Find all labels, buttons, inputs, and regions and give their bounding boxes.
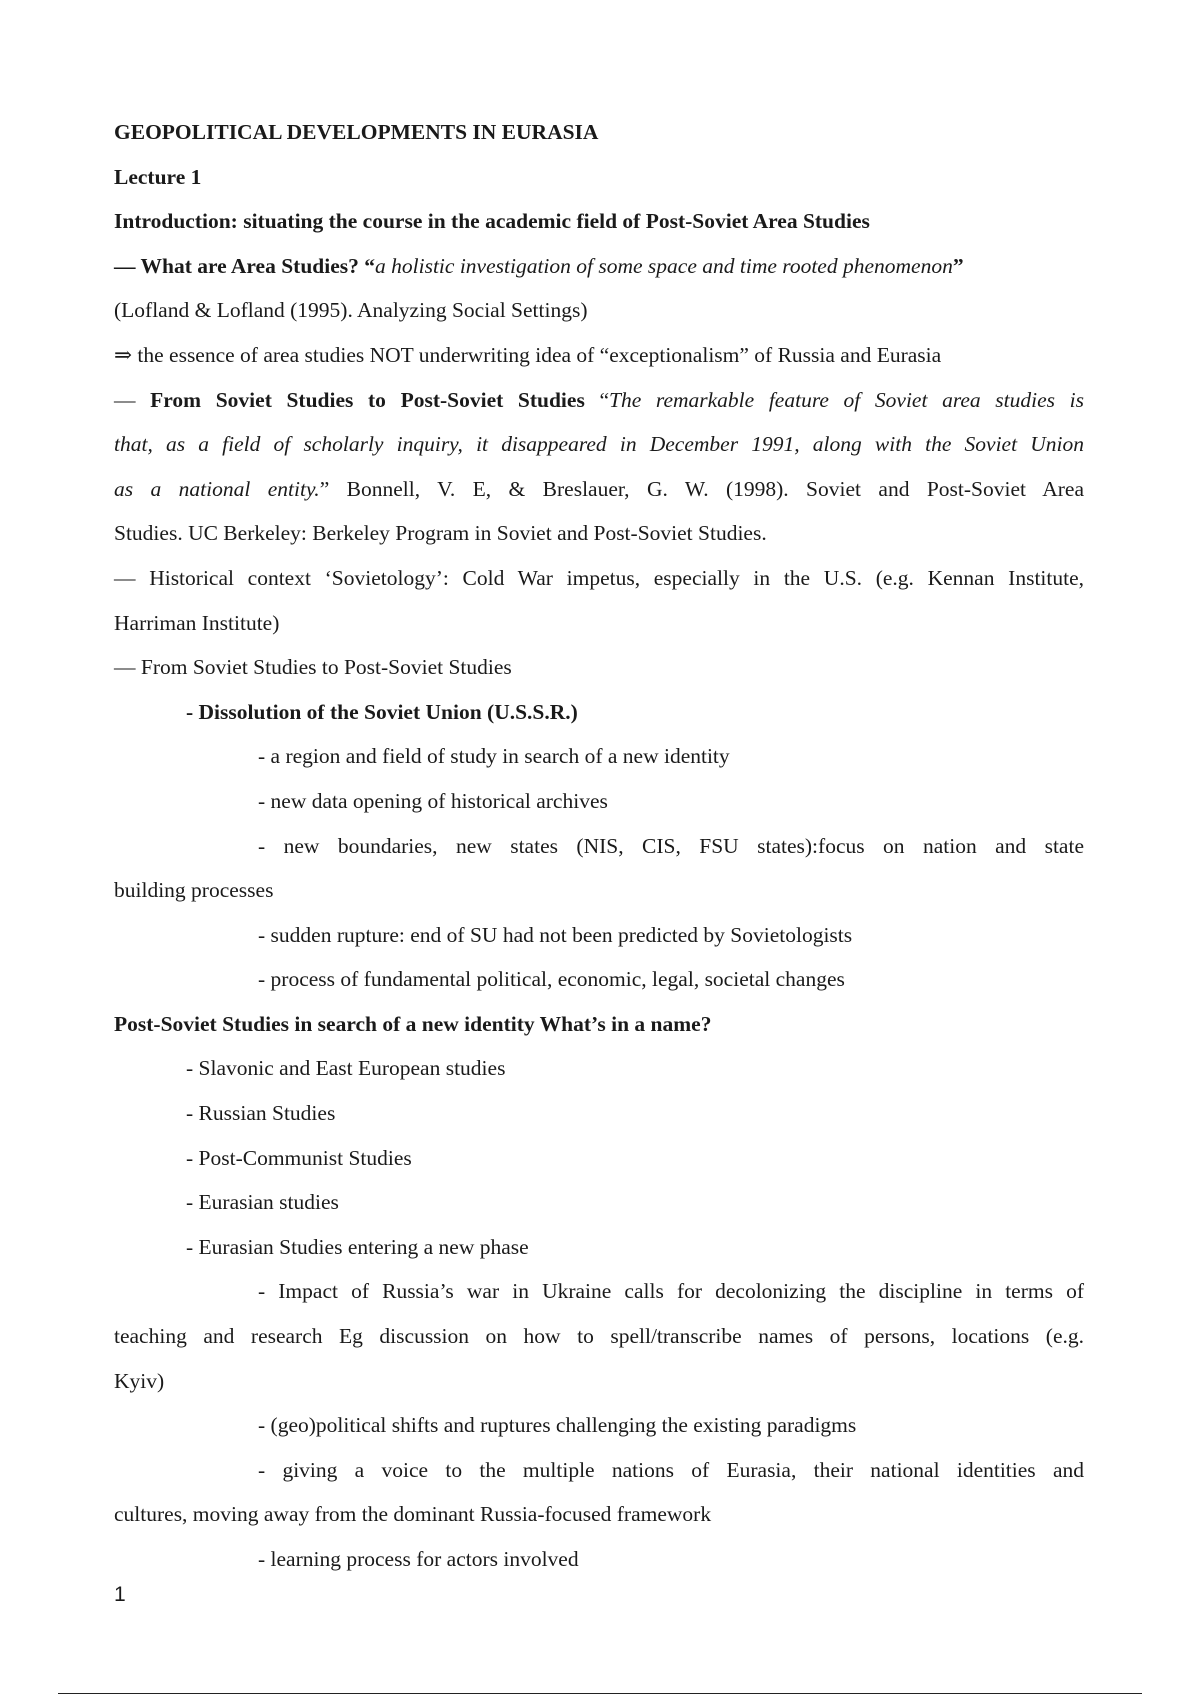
- area-studies-question: [114, 244, 1084, 289]
- soviet-studies-citation-end: Studies. UC Berkeley: Berkeley Program in Soviet and Post-Soviet Studies.: [114, 521, 767, 546]
- dissolution-item-1: - a region and field of study in search of a new identity: [258, 744, 730, 769]
- new-phase-item-4: - learning process for actors involved: [258, 1547, 579, 1571]
- sovietology-context-1: — Historical context ‘Sovietology’: Cold War impetus, especially in the U.S. (e.g. Kennan Institute,: [114, 565, 1084, 590]
- dissolution-item-2: - new data opening of historical archives: [258, 788, 608, 813]
- soviet-to-post-soviet: — From Soviet Studies to Post-Soviet Studies: [114, 655, 512, 680]
- page-number: 1: [114, 1583, 126, 1606]
- new-phase-item-3: - giving a voice to the multiple nations of Eurasia, their national identities and: [258, 1457, 1084, 1482]
- footer-divider: [58, 1693, 1142, 1694]
- document-title: GEOPOLITICAL DEVELOPMENTS IN EURASIA: [114, 120, 599, 144]
- soviet-studies-open-quote: “: [584, 387, 609, 412]
- dissolution-item-3: - new boundaries, new states (NIS, CIS, FSU states):focus on nation and state: [258, 833, 1084, 858]
- name-item-1: - Slavonic and East European studies: [186, 1056, 506, 1081]
- lecture-label: Lecture 1: [114, 164, 202, 189]
- intro-heading: Introduction: situating the course in the academic field of Post-Soviet Area Studies: [114, 209, 870, 234]
- area-studies-lead: — What are Area Studies? “: [114, 253, 376, 278]
- name-item-3: - Post-Communist Studies: [186, 1145, 412, 1170]
- sovietology-context-2: Harriman Institute): [114, 610, 280, 635]
- area-studies-quote: a holistic investigation of some space and time rooted phenomenon: [375, 253, 953, 278]
- dissolution-heading: - Dissolution of the Soviet Union (U.S.S.R.): [186, 699, 578, 724]
- new-phase-item-3-cont: cultures, moving away from the dominant Russia-focused framework: [114, 1502, 712, 1527]
- new-phase-item-1-cont: teaching and research Eg discussion on how to spell/transcribe names of persons, locations (e.g.: [114, 1324, 1084, 1349]
- soviet-studies-line-1: [114, 378, 1084, 423]
- dissolution-item-3-cont: building processes: [114, 878, 274, 903]
- area-studies-citation: (Lofland & Lofland (1995). Analyzing Social Settings): [114, 298, 588, 323]
- soviet-studies-heading: From Soviet Studies to Post-Soviet Studies: [150, 387, 585, 412]
- new-phase-item-1-end: Kyiv): [114, 1368, 165, 1393]
- dissolution-item-5: - process of fundamental political, economic, legal, societal changes: [258, 967, 845, 992]
- exceptionalism-line: [114, 333, 1084, 378]
- soviet-studies-quote-2: that, as a field of scholarly inquiry, it disappeared in December 1991, along with the Soviet Union: [114, 432, 1084, 457]
- soviet-studies-citation: ” Bonnell, V. E, & Breslauer, G. W. (1998). Soviet and Post-Soviet Area: [319, 476, 1084, 501]
- soviet-studies-quote-3: as a national entity.: [114, 476, 320, 501]
- name-item-4: - Eurasian studies: [186, 1190, 339, 1215]
- new-phase-item-1: - Impact of Russia’s war in Ukraine calls for decolonizing the discipline in terms of: [258, 1279, 1084, 1304]
- exceptionalism-text: the essence of area studies NOT underwriting idea of “exceptionalism” of Russia and Eurasia: [132, 342, 942, 367]
- name-item-5: - Eurasian Studies entering a new phase: [186, 1234, 529, 1259]
- dissolution-item-4: - sudden rupture: end of SU had not been predicted by Sovietologists: [258, 922, 853, 947]
- name-item-2: - Russian Studies: [186, 1101, 336, 1126]
- area-studies-close-quote: ”: [952, 253, 964, 278]
- document-page: [114, 110, 1084, 1582]
- soviet-studies-line-3: [114, 467, 1084, 512]
- implies-arrow-icon: ⇒: [114, 342, 133, 367]
- identity-heading: Post-Soviet Studies in search of a new identity What’s in a name?: [114, 1011, 712, 1036]
- soviet-studies-dash: —: [114, 387, 151, 412]
- soviet-studies-quote-1: The remarkable feature of Soviet area studies is: [609, 387, 1085, 412]
- new-phase-item-2: - (geo)political shifts and ruptures challenging the existing paradigms: [258, 1413, 857, 1438]
